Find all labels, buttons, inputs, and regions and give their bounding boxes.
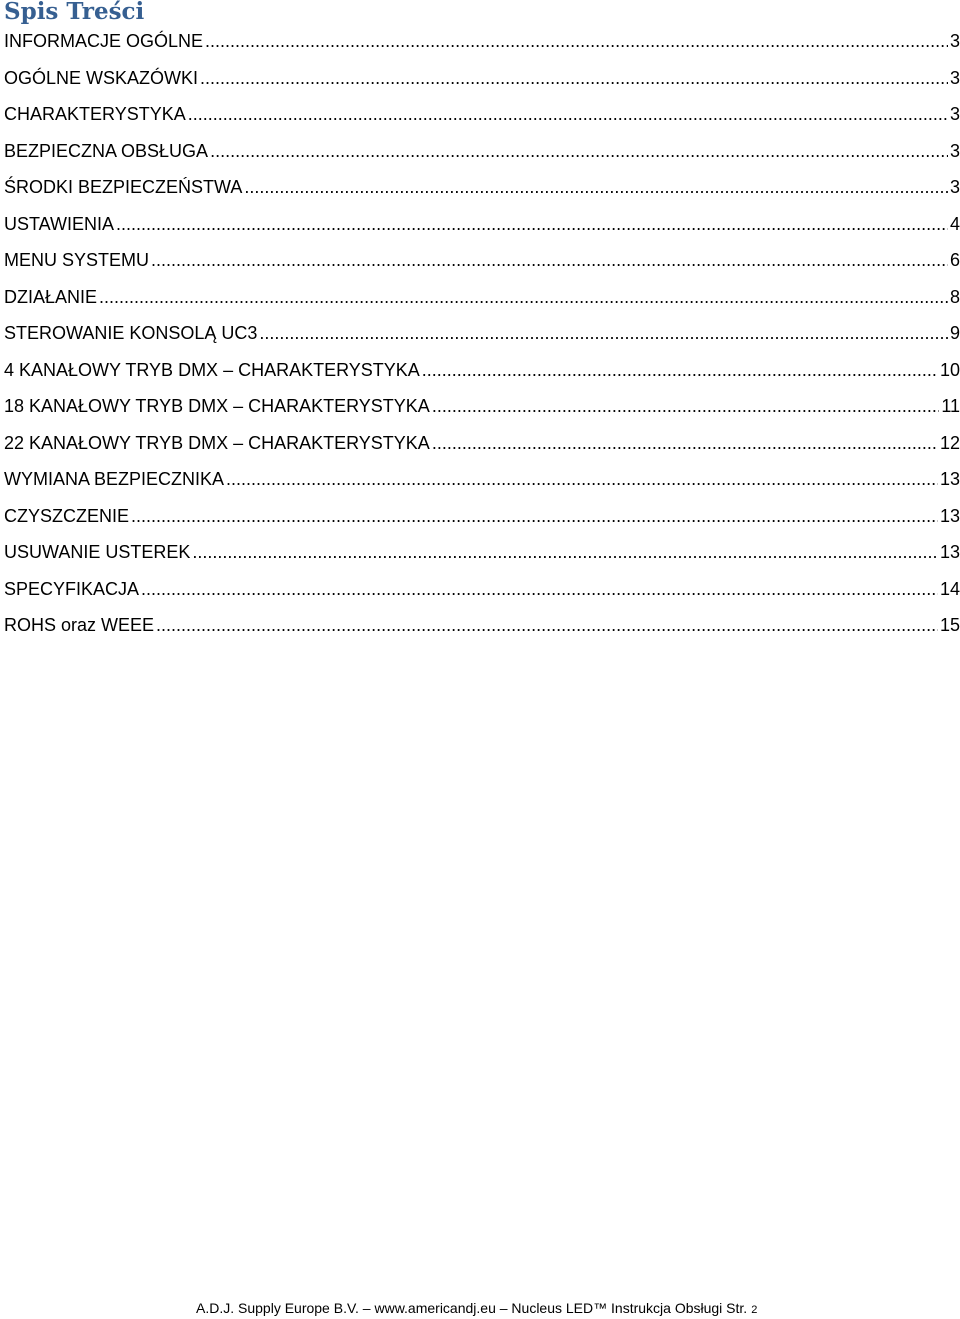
- toc-entry-label: USUWANIE USTEREK: [4, 542, 191, 562]
- toc-dot-leader: [244, 176, 948, 198]
- toc-entry-page: 13: [939, 542, 960, 562]
- toc-entry-label: CHARAKTERYSTYKA: [4, 104, 186, 124]
- toc-dot-leader: [205, 30, 948, 52]
- toc-entry-page: 9: [949, 323, 960, 343]
- toc-entry-label: 4 KANAŁOWY TRYB DMX – CHARAKTERYSTYKA: [4, 359, 420, 380]
- toc-entry-label: ŚRODKI BEZPIECZEŃSTWA: [4, 177, 243, 197]
- toc-entry-page: 3: [949, 177, 960, 197]
- toc-entry[interactable]: [4, 286, 960, 323]
- toc-entry[interactable]: [4, 359, 960, 396]
- toc-entry-label: DZIAŁANIE: [4, 286, 98, 307]
- toc-dot-leader: [432, 432, 938, 454]
- toc-dot-leader: [151, 249, 948, 271]
- toc-entry[interactable]: [4, 578, 960, 615]
- toc-entry-page: 14: [939, 578, 960, 599]
- toc-entry[interactable]: [4, 395, 960, 432]
- page-footer: [196, 1299, 757, 1319]
- toc-entry-label: SPECYFIKACJA: [4, 578, 140, 599]
- toc-dot-leader: [188, 103, 948, 125]
- footer-page-number: 2: [751, 1304, 758, 1316]
- toc-entry-label: BEZPIECZNA OBSŁUGA: [4, 140, 209, 161]
- toc-entry-label: CZYSZCZENIE: [4, 505, 130, 526]
- toc-entry-page: 15: [939, 615, 960, 635]
- toc-dot-leader: [259, 322, 948, 344]
- toc-dot-leader: [116, 213, 948, 235]
- toc-entry[interactable]: [4, 67, 960, 104]
- toc-entry[interactable]: [4, 541, 960, 578]
- toc-entry-page: 3: [949, 31, 960, 51]
- toc-entry[interactable]: [4, 176, 960, 213]
- toc-dot-leader: [200, 67, 948, 89]
- toc-dot-leader: [141, 578, 938, 600]
- toc-entry-label: OGÓLNE WSKAZÓWKI: [4, 67, 199, 88]
- toc-dot-leader: [210, 140, 948, 162]
- toc-entry[interactable]: [4, 103, 960, 140]
- toc-dot-leader: [131, 505, 938, 527]
- toc-entry-label: ROHS oraz WEEE: [4, 615, 155, 635]
- toc-entry-page: 3: [949, 140, 960, 161]
- toc-entry[interactable]: [4, 505, 960, 542]
- toc-entry[interactable]: [4, 322, 960, 359]
- toc-entry[interactable]: [4, 468, 960, 505]
- toc-entry-label: STEROWANIE KONSOLĄ UC3: [4, 323, 258, 343]
- table-of-contents: [4, 30, 960, 651]
- toc-dot-leader: [156, 614, 938, 636]
- toc-entry-page: 12: [939, 432, 960, 453]
- toc-entry-page: 11: [941, 396, 960, 416]
- toc-entry-label: 18 KANAŁOWY TRYB DMX – CHARAKTERYSTYKA: [4, 396, 430, 416]
- toc-entry[interactable]: [4, 213, 960, 250]
- toc-entry-page: 3: [949, 67, 960, 88]
- toc-dot-leader: [99, 286, 948, 308]
- page-title: Spis Treści: [4, 0, 145, 25]
- toc-entry-label: 22 KANAŁOWY TRYB DMX – CHARAKTERYSTYKA: [4, 432, 430, 453]
- toc-entry-page: 13: [939, 469, 960, 489]
- toc-entry-label: MENU SYSTEMU: [4, 250, 150, 270]
- toc-entry[interactable]: [4, 249, 960, 286]
- toc-entry-label: WYMIANA BEZPIECZNIKA: [4, 469, 225, 489]
- toc-entry-page: 10: [939, 359, 960, 380]
- footer-text: A.D.J. Supply Europe B.V. – www.americandj.eu – Nucleus LED™ Instrukcja Obsługi Str.: [196, 1300, 748, 1316]
- toc-entry-page: 3: [949, 104, 960, 124]
- toc-entry-page: 13: [939, 505, 960, 526]
- toc-entry-label: USTAWIENIA: [4, 213, 115, 234]
- toc-dot-leader: [226, 468, 938, 490]
- toc-entry-label: INFORMACJE OGÓLNE: [4, 31, 204, 51]
- toc-entry-page: 8: [949, 286, 960, 307]
- toc-entry[interactable]: [4, 30, 960, 67]
- toc-dot-leader: [422, 359, 938, 381]
- toc-entry[interactable]: [4, 614, 960, 651]
- toc-dot-leader: [192, 541, 938, 563]
- toc-entry[interactable]: [4, 432, 960, 469]
- toc-entry-page: 6: [949, 250, 960, 270]
- toc-entry[interactable]: [4, 140, 960, 177]
- toc-entry-page: 4: [949, 213, 960, 234]
- toc-dot-leader: [432, 395, 940, 417]
